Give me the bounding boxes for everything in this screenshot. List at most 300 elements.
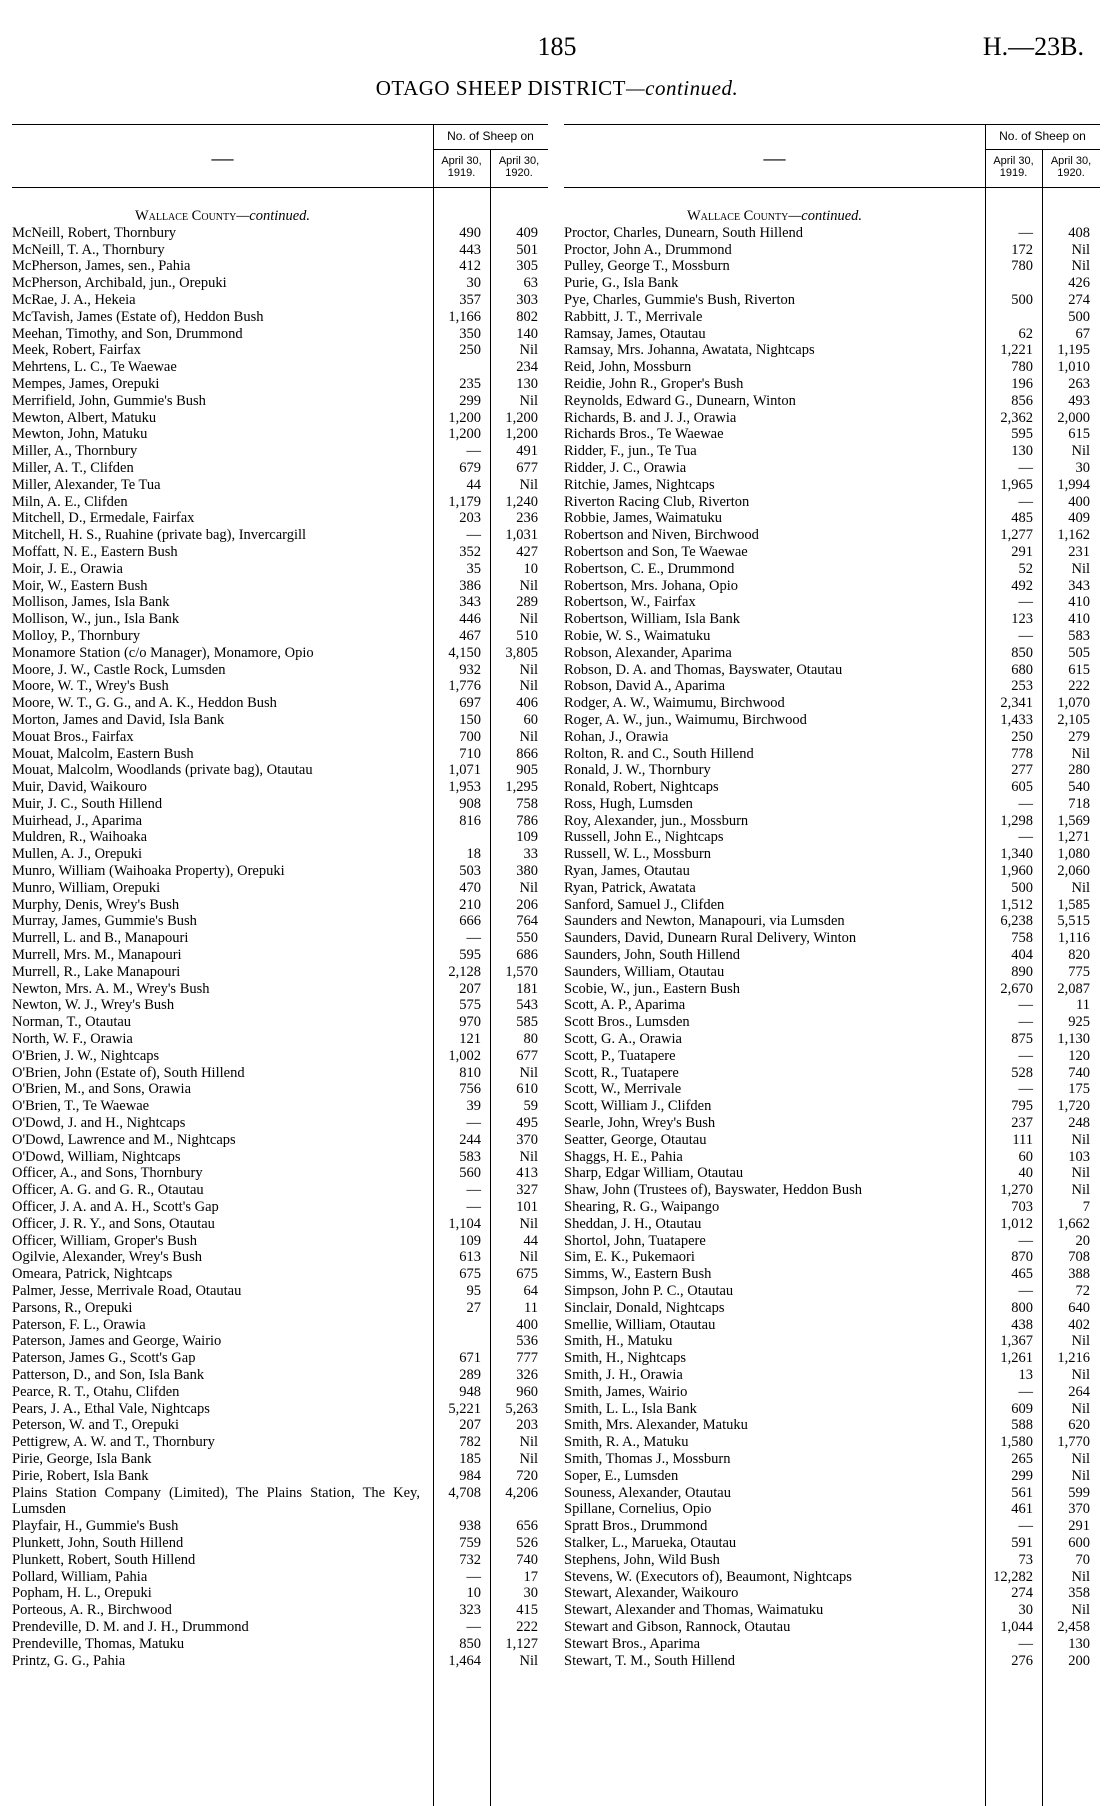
owner-name: Sanford, Samuel J., Clifden: [564, 896, 725, 913]
sheep-1920: 1,116: [1057, 930, 1090, 947]
owner-name: Palmer, Jesse, Merrivale Road, Otautau: [12, 1283, 242, 1299]
column-divider: [490, 188, 491, 1806]
owner-name: Officer, J. A. and A. H., Scott's Gap: [12, 1199, 219, 1216]
sheep-1920: Nil: [1071, 1165, 1090, 1182]
owner-name: Mewton, John, Matuku: [12, 426, 148, 443]
sheep-1920: 1,031: [505, 527, 538, 544]
owner-name: Richards Bros., Te Waewae: [564, 426, 724, 443]
sheep-1919: 490: [459, 224, 481, 241]
table-row: [564, 1317, 1100, 1334]
owner-name: Ryan, Patrick, Awatata: [564, 879, 696, 896]
table-row: [12, 1283, 548, 1300]
sheep-1919: 1,200: [448, 409, 481, 426]
sheep-1919: 62: [1018, 325, 1033, 342]
sheep-1920: 120: [1068, 1047, 1090, 1064]
sheep-1919: 700: [459, 728, 481, 745]
sheep-1919: 591: [1011, 1534, 1033, 1551]
owner-name: Miller, A., Thornbury: [12, 443, 138, 460]
table-row: [564, 796, 1100, 813]
sheep-1920: 103: [1068, 1148, 1090, 1165]
owner-name: Newton, Mrs. A. M., Wrey's Bush: [12, 980, 210, 997]
owner-name: Moir, J. E., Orawia: [12, 560, 123, 577]
owner-name: Moir, W., Eastern Bush: [12, 577, 148, 594]
sheep-1920: 1,569: [1057, 812, 1090, 829]
sheep-1919: 1,367: [1000, 1333, 1033, 1350]
owner-name: Robertson and Niven, Birchwood: [564, 527, 759, 544]
table-row: [564, 1014, 1100, 1031]
table-row: [12, 611, 548, 628]
sheep-1920: 510: [516, 627, 538, 644]
sheep-1919: [433, 1333, 490, 1350]
sheep-1920: 866: [516, 745, 538, 762]
table-row: [12, 1451, 548, 1468]
sheep-1920: 327: [516, 1182, 538, 1199]
sheep-1920: 326: [516, 1366, 538, 1383]
owner-name: O'Brien, J. W., Nightcaps: [12, 1047, 160, 1064]
owner-name: Murrell, L. and B., Manapouri: [12, 930, 189, 947]
table-row: [12, 1182, 548, 1199]
sheep-1920: 402: [1068, 1316, 1090, 1333]
table-row: [12, 426, 548, 443]
sheep-1919: 1,776: [448, 678, 481, 695]
owner-name: Mouat, Malcolm, Woodlands (private bag), Otautau: [12, 762, 313, 779]
table-row: [564, 1434, 1100, 1451]
owner-name: Stewart and Gibson, Rannock, Otautau: [564, 1618, 791, 1635]
sheep-1920: 370: [516, 1131, 538, 1148]
table-row: [564, 1249, 1100, 1266]
table-row: [564, 578, 1100, 595]
owner-name: Ronald, J. W., Thornbury: [564, 762, 711, 779]
table-row: [564, 1417, 1100, 1434]
table-row: [12, 662, 548, 679]
sheep-1920: 63: [523, 275, 538, 292]
sheep-1920: 80: [523, 1031, 538, 1048]
owner-name: Parsons, R., Orepuki: [12, 1299, 133, 1316]
sheep-1919: 276: [1011, 1652, 1033, 1669]
owner-name: Robbie, James, Waimatuku: [564, 510, 723, 527]
table-row: [12, 1115, 548, 1132]
sheep-1919: 150: [459, 711, 481, 728]
sheep-1920: 380: [516, 863, 538, 880]
table-row: [564, 494, 1100, 511]
sheep-1920: 415: [516, 1602, 538, 1619]
sheep-1920: 550: [516, 930, 538, 947]
sheep-1919: 908: [459, 795, 481, 812]
table-row: [12, 1602, 548, 1619]
sheep-1919: 492: [1011, 577, 1033, 594]
owner-name: Riverton Racing Club, Riverton: [564, 493, 750, 510]
owner-name: Ronald, Robert, Nightcaps: [564, 779, 719, 796]
table-row: [12, 443, 548, 460]
sheep-1919: 4,150: [448, 644, 481, 661]
sheep-1919: 984: [459, 1467, 481, 1484]
table-row: [12, 510, 548, 527]
table-row: [564, 1031, 1100, 1048]
owner-name: Popham, H. L., Orepuki: [12, 1585, 152, 1602]
column-divider: [985, 188, 986, 1806]
sheep-1919: —: [1018, 493, 1033, 510]
sheep-1920: Nil: [519, 342, 538, 359]
sheep-1920: 263: [1068, 375, 1090, 392]
table-row: [564, 510, 1100, 527]
sheep-1920: 64: [523, 1283, 538, 1299]
table-row: [564, 477, 1100, 494]
sheep-1919: 595: [1011, 426, 1033, 443]
owner-name: Roy, Alexander, jun., Mossburn: [564, 812, 749, 829]
sheep-1920: 109: [516, 829, 538, 846]
sheep-1920: 802: [516, 308, 538, 325]
page-number: 185: [537, 32, 577, 61]
sheep-1920: Nil: [1071, 1450, 1090, 1467]
sheep-1919: 277: [1011, 762, 1033, 779]
owner-name: Smith, Mrs. Alexander, Matuku: [564, 1417, 748, 1434]
sheep-1919: 810: [459, 1064, 481, 1081]
sheep-1919: 299: [459, 392, 481, 409]
table-row: [564, 947, 1100, 964]
sheep-1919: 39: [466, 1098, 481, 1115]
owner-name: Norman, T., Otautau: [12, 1014, 132, 1031]
owner-name: Soper, E., Lumsden: [564, 1467, 679, 1484]
sheep-1919: 352: [459, 543, 481, 560]
owner-name: Scobie, W., jun., Eastern Bush: [564, 980, 741, 997]
sheep-1920: 410: [1068, 611, 1090, 628]
sheep-1920: Nil: [519, 1434, 538, 1451]
sheep-1920: 200: [1068, 1652, 1090, 1669]
owner-name: O'Dowd, J. and H., Nightcaps: [12, 1115, 186, 1132]
sheep-1920: 2,105: [1057, 711, 1090, 728]
sheep-1919: 856: [1011, 392, 1033, 409]
owner-name: Ridder, F., jun., Te Tua: [564, 443, 697, 460]
sheep-1919: 666: [459, 913, 481, 930]
column-divider: [433, 188, 434, 1806]
table-row: [564, 1501, 1100, 1518]
table-row: [564, 426, 1100, 443]
sheep-1919: 386: [459, 577, 481, 594]
sheep-1920: 585: [516, 1014, 538, 1031]
sheep-1919: 35: [466, 560, 481, 577]
owner-name: Searle, John, Wrey's Bush: [564, 1115, 716, 1132]
sheep-1920: Nil: [519, 392, 538, 409]
sheep-1920: 406: [516, 695, 538, 712]
table-row: [12, 813, 548, 830]
sheep-1919: 561: [1011, 1484, 1033, 1501]
sheep-1919: 60: [1018, 1148, 1033, 1165]
sheep-1919: 2,670: [1000, 980, 1033, 997]
table-row: [564, 1199, 1100, 1216]
sheep-1920: 777: [516, 1350, 538, 1367]
owner-name: Stewart, Alexander, Waikouro: [564, 1585, 739, 1602]
sheep-1920: Nil: [519, 879, 538, 896]
sheep-1920: 600: [1068, 1534, 1090, 1551]
owner-name: O'Brien, T., Te Waewae: [12, 1098, 150, 1115]
owner-name: Smith, H., Nightcaps: [564, 1350, 687, 1367]
table-row: [564, 275, 1100, 292]
table-row: [564, 645, 1100, 662]
table-row: [12, 829, 548, 846]
sheep-1920: 72: [1075, 1283, 1090, 1299]
sheep-1920: 1,570: [505, 963, 538, 980]
sheep-1919: 1,340: [1000, 846, 1033, 863]
sheep-1919: —: [1018, 627, 1033, 644]
owner-name: Smith, L. L., Isla Bank: [564, 1400, 697, 1417]
sheep-1920: 408: [1068, 224, 1090, 241]
table-row: [564, 880, 1100, 897]
sheep-1919: 350: [459, 325, 481, 342]
sheep-1920: 526: [516, 1534, 538, 1551]
sheep-1920: Nil: [519, 476, 538, 493]
owner-name: Officer, A. G. and G. R., Otautau: [12, 1182, 204, 1199]
sheep-1919: 932: [459, 661, 481, 678]
sheep-1919: 446: [459, 611, 481, 628]
sheep-on-header: No. of Sheep on: [999, 129, 1086, 143]
owner-name: Muirhead, J., Aparima: [12, 812, 143, 829]
owner-name: Moore, W. T., Wrey's Bush: [12, 678, 169, 695]
sheep-1920: 500: [1068, 308, 1090, 325]
table-row: [12, 796, 548, 813]
table-row: [564, 712, 1100, 729]
sheep-1919: 2,341: [1000, 695, 1033, 712]
owner-name: Mouat, Malcolm, Eastern Bush: [12, 745, 194, 762]
sheep-1920: 640: [1068, 1299, 1090, 1316]
sheep-1919: 850: [1011, 644, 1033, 661]
table-row: [564, 1653, 1100, 1670]
table-row: [12, 527, 548, 544]
sheep-1920: 358: [1068, 1585, 1090, 1602]
sheep-1920: 33: [523, 846, 538, 863]
table-row: [564, 678, 1100, 695]
sheep-1920: 2,458: [1057, 1618, 1090, 1635]
sheep-1920: 1,200: [505, 426, 538, 443]
owner-name: O'Brien, John (Estate of), South Hillend: [12, 1064, 245, 1081]
sheep-1919: 1,221: [1000, 342, 1033, 359]
right-table: [564, 124, 1100, 1669]
sheep-1919: 1,071: [448, 762, 481, 779]
sheep-1920: 543: [516, 997, 538, 1014]
district-title: OTAGO SHEEP DISTRICT: [375, 76, 626, 100]
table-row: [564, 930, 1100, 947]
owner-name: Shaw, John (Trustees of), Bayswater, Heddon Bush: [564, 1182, 862, 1199]
sheep-1919: 710: [459, 745, 481, 762]
sheep-1920: 501: [516, 241, 538, 258]
table-row: [564, 829, 1100, 846]
owner-name: Miller, A. T., Clifden: [12, 459, 134, 476]
owner-name: Scott, G. A., Orawia: [564, 1031, 682, 1048]
sheep-1919: 6,238: [1000, 913, 1033, 930]
sheep-1920: 413: [516, 1165, 538, 1182]
sheep-1920: Nil: [1071, 1333, 1090, 1350]
table-row: [564, 1065, 1100, 1082]
table-row: [12, 678, 548, 695]
sheep-1920: 1,271: [1057, 829, 1090, 846]
sheep-1919: —: [466, 930, 481, 947]
table-row: [12, 964, 548, 981]
table-row: [564, 1266, 1100, 1283]
owner-name: Saunders, David, Dunearn Rural Delivery, Winton: [564, 930, 857, 947]
sheep-1920: 274: [1068, 291, 1090, 308]
sheep-1919: 485: [1011, 510, 1033, 527]
owner-name: Proctor, John A., Drummond: [564, 241, 732, 258]
sheep-1920: 30: [1075, 459, 1090, 476]
owner-name: Saunders, William, Otautau: [564, 963, 725, 980]
sheep-1920: 410: [1068, 594, 1090, 611]
sheep-1920: 222: [516, 1618, 538, 1635]
owner-name: Seatter, George, Otautau: [564, 1131, 707, 1148]
owner-name: Miller, Alexander, Te Tua: [12, 476, 161, 493]
table-row: [564, 326, 1100, 343]
sheep-1920: 175: [1068, 1081, 1090, 1098]
table-row: [12, 1132, 548, 1149]
table-row: [12, 359, 548, 376]
sheep-1920: 820: [1068, 947, 1090, 964]
sheep-1920: 5,515: [1057, 913, 1090, 930]
table-row: [564, 813, 1100, 830]
table-row: [12, 1535, 548, 1552]
owner-name: Smith, H., Matuku: [564, 1333, 673, 1350]
owner-name: Scott, William J., Clifden: [564, 1098, 712, 1115]
sheep-1919: 675: [459, 1266, 481, 1283]
sheep-1919: 528: [1011, 1064, 1033, 1081]
table-row: [12, 1300, 548, 1317]
owner-name: Mehrtens, L. C., Te Waewae: [12, 359, 177, 376]
sheep-1920: 1,200: [505, 409, 538, 426]
table-row: [12, 779, 548, 796]
sheep-1920: 409: [516, 224, 538, 241]
table-row: [12, 1417, 548, 1434]
owner-name: McPherson, James, sen., Pahia: [12, 258, 191, 275]
sheep-1920: 740: [1068, 1064, 1090, 1081]
table-row: [564, 527, 1100, 544]
table-row: [564, 544, 1100, 561]
owner-name: Robertson and Son, Te Waewae: [564, 543, 748, 560]
table-row: [564, 897, 1100, 914]
sheep-1920: Nil: [1071, 1182, 1090, 1199]
table-row: [564, 1367, 1100, 1384]
owner-name: Spillane, Cornelius, Opio: [564, 1501, 712, 1518]
sheep-1919: 697: [459, 695, 481, 712]
sheep-1919: 500: [1011, 291, 1033, 308]
table-row: [564, 1518, 1100, 1535]
owner-name: Robertson, Mrs. Johana, Opio: [564, 577, 738, 594]
county-name: Wallace County: [686, 208, 789, 224]
owner-name: McRae, J. A., Hekeia: [12, 291, 136, 308]
sheep-1920: 291: [1068, 1518, 1090, 1535]
owner-name: Ritchie, James, Nightcaps: [564, 476, 715, 493]
owner-name: Souness, Alexander, Otautau: [564, 1484, 731, 1501]
sheep-1919: 443: [459, 241, 481, 258]
sheep-1919: 1,002: [448, 1047, 481, 1064]
sheep-1919: 291: [1011, 543, 1033, 560]
sheep-1920: Nil: [1071, 1467, 1090, 1484]
sheep-1919: 1,580: [1000, 1434, 1033, 1451]
table-row: [12, 645, 548, 662]
sheep-1919: 210: [459, 896, 481, 913]
table-row: [564, 1569, 1100, 1586]
table-row: [564, 242, 1100, 259]
sheep-1919: [985, 275, 1042, 292]
owner-name: Newton, W. J., Wrey's Bush: [12, 997, 175, 1014]
table-row: [12, 1485, 548, 1519]
owner-name: O'Dowd, William, Nightcaps: [12, 1148, 181, 1165]
sheep-1919: 1,965: [1000, 476, 1033, 493]
sheep-1919: —: [466, 527, 481, 544]
owner-name: Stewart, Alexander and Thomas, Waimatuku: [564, 1602, 824, 1619]
sheep-1920: 610: [516, 1081, 538, 1098]
sheep-1920: 925: [1068, 1014, 1090, 1031]
table-row: [12, 309, 548, 326]
table-row: [564, 662, 1100, 679]
sheep-1919: 609: [1011, 1400, 1033, 1417]
sheep-1920: 615: [1068, 426, 1090, 443]
table-row: [12, 494, 548, 511]
owner-name: Robertson, W., Fairfax: [564, 594, 696, 611]
sheep-1920: Nil: [1071, 258, 1090, 275]
sheep-1920: 11: [524, 1299, 538, 1316]
owner-name: Porteous, A. R., Birchwood: [12, 1602, 172, 1619]
sheep-1919: 583: [459, 1148, 481, 1165]
table-row: [564, 1350, 1100, 1367]
owner-name: Smith, J. H., Orawia: [564, 1366, 683, 1383]
sheep-1919: 465: [1011, 1266, 1033, 1283]
table-row: [12, 1216, 548, 1233]
table-row: [12, 880, 548, 897]
column-divider: [1042, 188, 1043, 1806]
owner-name: Stewart, T. M., South Hillend: [564, 1652, 736, 1669]
table-body: [564, 188, 1100, 1669]
table-body: [12, 188, 548, 1669]
table-row: [564, 1283, 1100, 1300]
owner-name: Smith, James, Wairio: [564, 1383, 688, 1400]
sheep-1920: 264: [1068, 1383, 1090, 1400]
table-row: [564, 1485, 1100, 1502]
sheep-1919: 30: [466, 275, 481, 292]
county-subheading: [12, 208, 433, 225]
sheep-1920: 905: [516, 762, 538, 779]
owner-name: Simpson, John P. C., Otautau: [564, 1283, 734, 1299]
table-row: [564, 561, 1100, 578]
sheep-1920: 44: [523, 1232, 538, 1249]
table-row: [12, 1636, 548, 1653]
sheep-1919: [433, 1317, 490, 1334]
sheep-1920: 675: [516, 1266, 538, 1283]
sheep-1919: —: [1018, 795, 1033, 812]
owner-name: Scott, P., Tuatapere: [564, 1047, 676, 1064]
table-row: [12, 326, 548, 343]
sheep-1920: 764: [516, 913, 538, 930]
owner-name: Reid, John, Mossburn: [564, 359, 692, 376]
owner-name: Mempes, James, Orepuki: [12, 375, 160, 392]
sheep-1919: 613: [459, 1249, 481, 1266]
sheep-1920: 203: [516, 1417, 538, 1434]
sheep-1919: 95: [466, 1283, 481, 1299]
owner-name: Mitchell, H. S., Ruahine (private bag), Invercargill: [12, 527, 307, 544]
sheep-1919: —: [1018, 997, 1033, 1014]
owner-name: Muldren, R., Waihoaka: [12, 829, 148, 846]
sheep-1920: 234: [516, 359, 538, 376]
sheep-1919: 299: [1011, 1467, 1033, 1484]
owner-name: Reynolds, Edward G., Dunearn, Winton: [564, 392, 796, 409]
sheep-1920: 231: [1068, 543, 1090, 560]
sheep-1919: —: [1018, 1232, 1033, 1249]
sheep-1919: 782: [459, 1434, 481, 1451]
owner-name: Plains Station Company (Limited), The Plains Station, The Key, Lumsden: [12, 1484, 420, 1518]
owner-name: Spratt Bros., Drummond: [564, 1518, 708, 1535]
sheep-1920: 426: [1068, 275, 1090, 292]
table-row: [564, 1636, 1100, 1653]
sheep-1920: 1,770: [1057, 1434, 1090, 1451]
table-row: [12, 846, 548, 863]
sheep-1920: 708: [1068, 1249, 1090, 1266]
owner-name: Sheddan, J. H., Otautau: [564, 1215, 702, 1232]
